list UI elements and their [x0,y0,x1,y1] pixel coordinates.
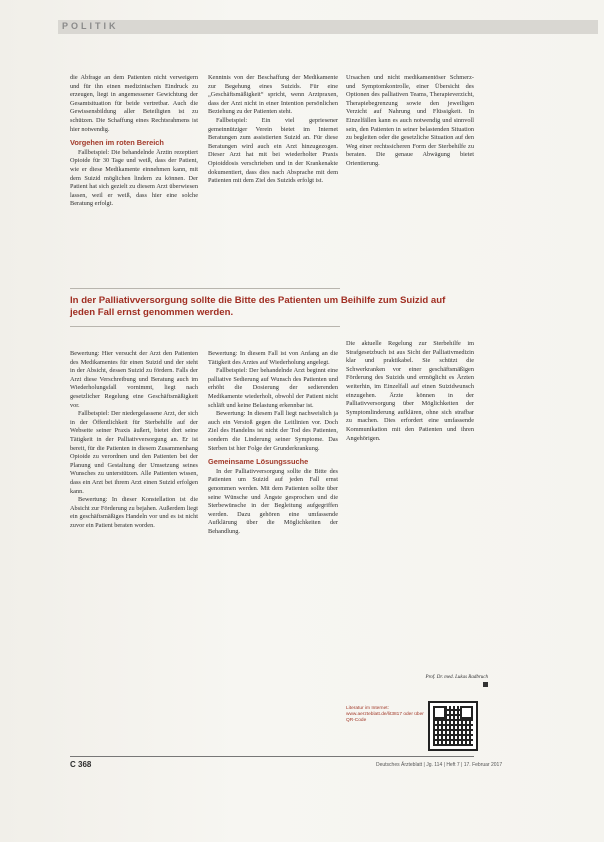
top-column-3 [346,74,474,169]
paragraph: Bewertung: In diesem Fall liegt nachweislich ja auch ein Verstoß gegen die Leitlinien vor. Doch Ziel des Handelns ist nicht der Tod des Patienten, sondern die Linderung seiner Symptome. Das Sterben ist hier Folge der Grunderkrankung. [208,410,338,452]
paragraph: Fallbeispiel: Ein viel gepriesener gemeinnütziger Verein bietet im Internet Beratungen zum assistierten Suizid an. Für diese Beratungen wird auch ein Arzt hinzugezogen. Dieser Arzt hat mit bei wiederholter Praxis Opioiddosis verschrieben und in der Krankenakte dokumentiert, dass dies nach Absprache mit dem Patienten mit dem Ziel des Suizids erfolgt ist. [208,116,338,185]
section-label: POLITIK [62,21,119,31]
bottom-column-2 [208,350,338,536]
top-column-1 [70,74,198,209]
top-column-2 [208,74,338,186]
author-signature [418,675,488,690]
paragraph: Kenntnis von der Beschaffung der Medikamente zur Begehung eines Suizids. Für eine „Geschäftsmäßigkeit“ spricht, wenn Arztpraxen, dass der Arzt nicht in einer Intention persönlichen Beziehung zu der Patienten steht. [208,74,338,116]
paragraph: Fallbeispiel: Der behandelnde Arzt beginnt eine palliative Sedierung auf Wunsch des Patienten und erhöht die Dosierung der sedierenden Medikamente wiederholt, obwohl der Patient nicht schläft und keine Belastung erkennbar ist. [208,367,338,409]
paragraph: Ursachen und nicht medikamentöser Schmerz- und Symptomkontrolle, einer Übersicht des Optionen des palliativen Teams, Therapieverzicht, Therapiebegrenzung sowie den jeweiligen Verzicht auf Nahrung und Flüssigkeit. In Einzelfällen kann es auch notwendig und sinnvoll sein, den Patienten in seiner belastenden Situation zu begleiten oder die gesetzliche Situation auf den Weg einer rechtssicheren Form der Sterbehilfe zu beraten. Die genaue Abwägung bietet Orientierung. [346,74,474,167]
paragraph: Fallbeispiel: Der niedergelassene Arzt, der sich in der Öffentlichkeit für Sterbehilfe auf der Webseite seiner Praxis äußert, bietet dort seine Tätigkeit in der Palliativversorgung an. Er ist bereit, für die Patienten in diesem Zusammenhang Opioide zu verordnen und den Patienten bei der Planung und Gestaltung der Umsetzung seines Wunsches zu unterstützen. Alle Patienten wissen, dass ein Arzt bei ihrem Arzt einen Suizid erfolgen kann. [70,410,198,495]
divider [70,288,340,289]
subheading: Vorgehen im roten Bereich [70,138,164,148]
paragraph: In der Palliativversorgung sollte die Bitte des Patienten um Suizid auf jeden Fall ernst genommen werden. Mit dem Patienten sollte über seine Wünsche und Ängste gesprochen und die Sterbewünsche in der Begleitung aufgegriffen werden. Dazu gehören eine umfassende Aufklärung über die Möglichkeiten der Behandlung. [208,467,338,535]
paragraph: Bewertung: In dieser Konstellation ist die Absicht zur Förderung zu bejahen. Außerdem liegt ein geschäftsmäßiges Handeln vor und es ist nicht zuvor ein Patient beraten worden. [70,496,198,529]
footer-divider [70,756,474,757]
subheading: Gemeinsame Lösungssuche [208,457,309,467]
paragraph: Die aktuelle Regelung zur Sterbehilfe im Strafgesetzbuch ist aus Sicht der Palliativmedizin klar und praktikabel. Sie schützt die Schwerkranken vor einer geschäftsmäßigen Förderung des Suizids und ermöglicht es Ärzten weiterhin, im Einzelfall auf einen Suizidwunsch einzugehen. Ärzte können in der Palliativversorgung über Möglichkeiten der Symptomlinderung aufklären, ohne sich strafbar zu machen. Dies erfordert eine umfassende Kommunikation mit den Patienten und ihren Angehörigen. [346,340,474,442]
qr-code-icon[interactable] [430,703,476,749]
pull-quote: In der Palliativversorgung sollte die Bitte des Patienten um Beihilfe zum Suizid auf jeden Fall ernst genommen werden. [70,295,446,318]
qr-note: Literatur im Internet: www.aerzteblatt.de/lit3817 oder über QR-Code [346,706,424,723]
bottom-column-1 [70,350,198,530]
author-name: Prof. Dr. med. Lukas Radbruch [425,675,488,680]
journal-citation: Deutsches Ärzteblatt | Jg. 114 | Heft 7 | 17. Februar 2017 [376,762,503,768]
page-number: C 368 [70,760,92,769]
paragraph: Fallbeispiel: Die behandelnde Ärztin rezeptiert Opioide für 30 Tage und weiß, dass der Patient, wie er diese Medikamente einnehmen kann, mit dem Suizid möglichen lindern zu können. Der Patient hat sich gezielt zu diesem Arzt überwiesen lassen, weil er weiß, dass hier eine solche Beratung erfolgt. [70,148,198,208]
paragraph: die Abfrage an dem Patienten nicht verweigern und für ihn einen medizinischen Eindruck zu erzeugen, liegt in angemessener Gewichtung der Gesamtsituation für beide vertretbar. Auch die Gewissensbildung aller Beteiligten ist zu schützen. Die Schaffung eines Rechtsrahmens ist hier notwendig. [70,74,198,133]
end-mark-icon [483,682,488,687]
paragraph: Bewertung: Hier versucht der Arzt den Patienten des Medikamentes für einen Suizid und der steht in der Absicht, dessen Suizid zu fördern. Falls der Arzt diese Verschreibung und Beratung auch im Wiederholungsfall vornimmt, liegt nach gesetzlicher Regelung eine Geschäftsmäßigkeit vor. [70,350,198,409]
bottom-column-3 [346,340,474,443]
divider [70,326,340,327]
section-header-bar [58,20,598,34]
paragraph: Bewertung: In diesem Fall ist von Anfang an die Tätigkeit des Arztes auf Wiederholung angelegt. [208,350,338,366]
